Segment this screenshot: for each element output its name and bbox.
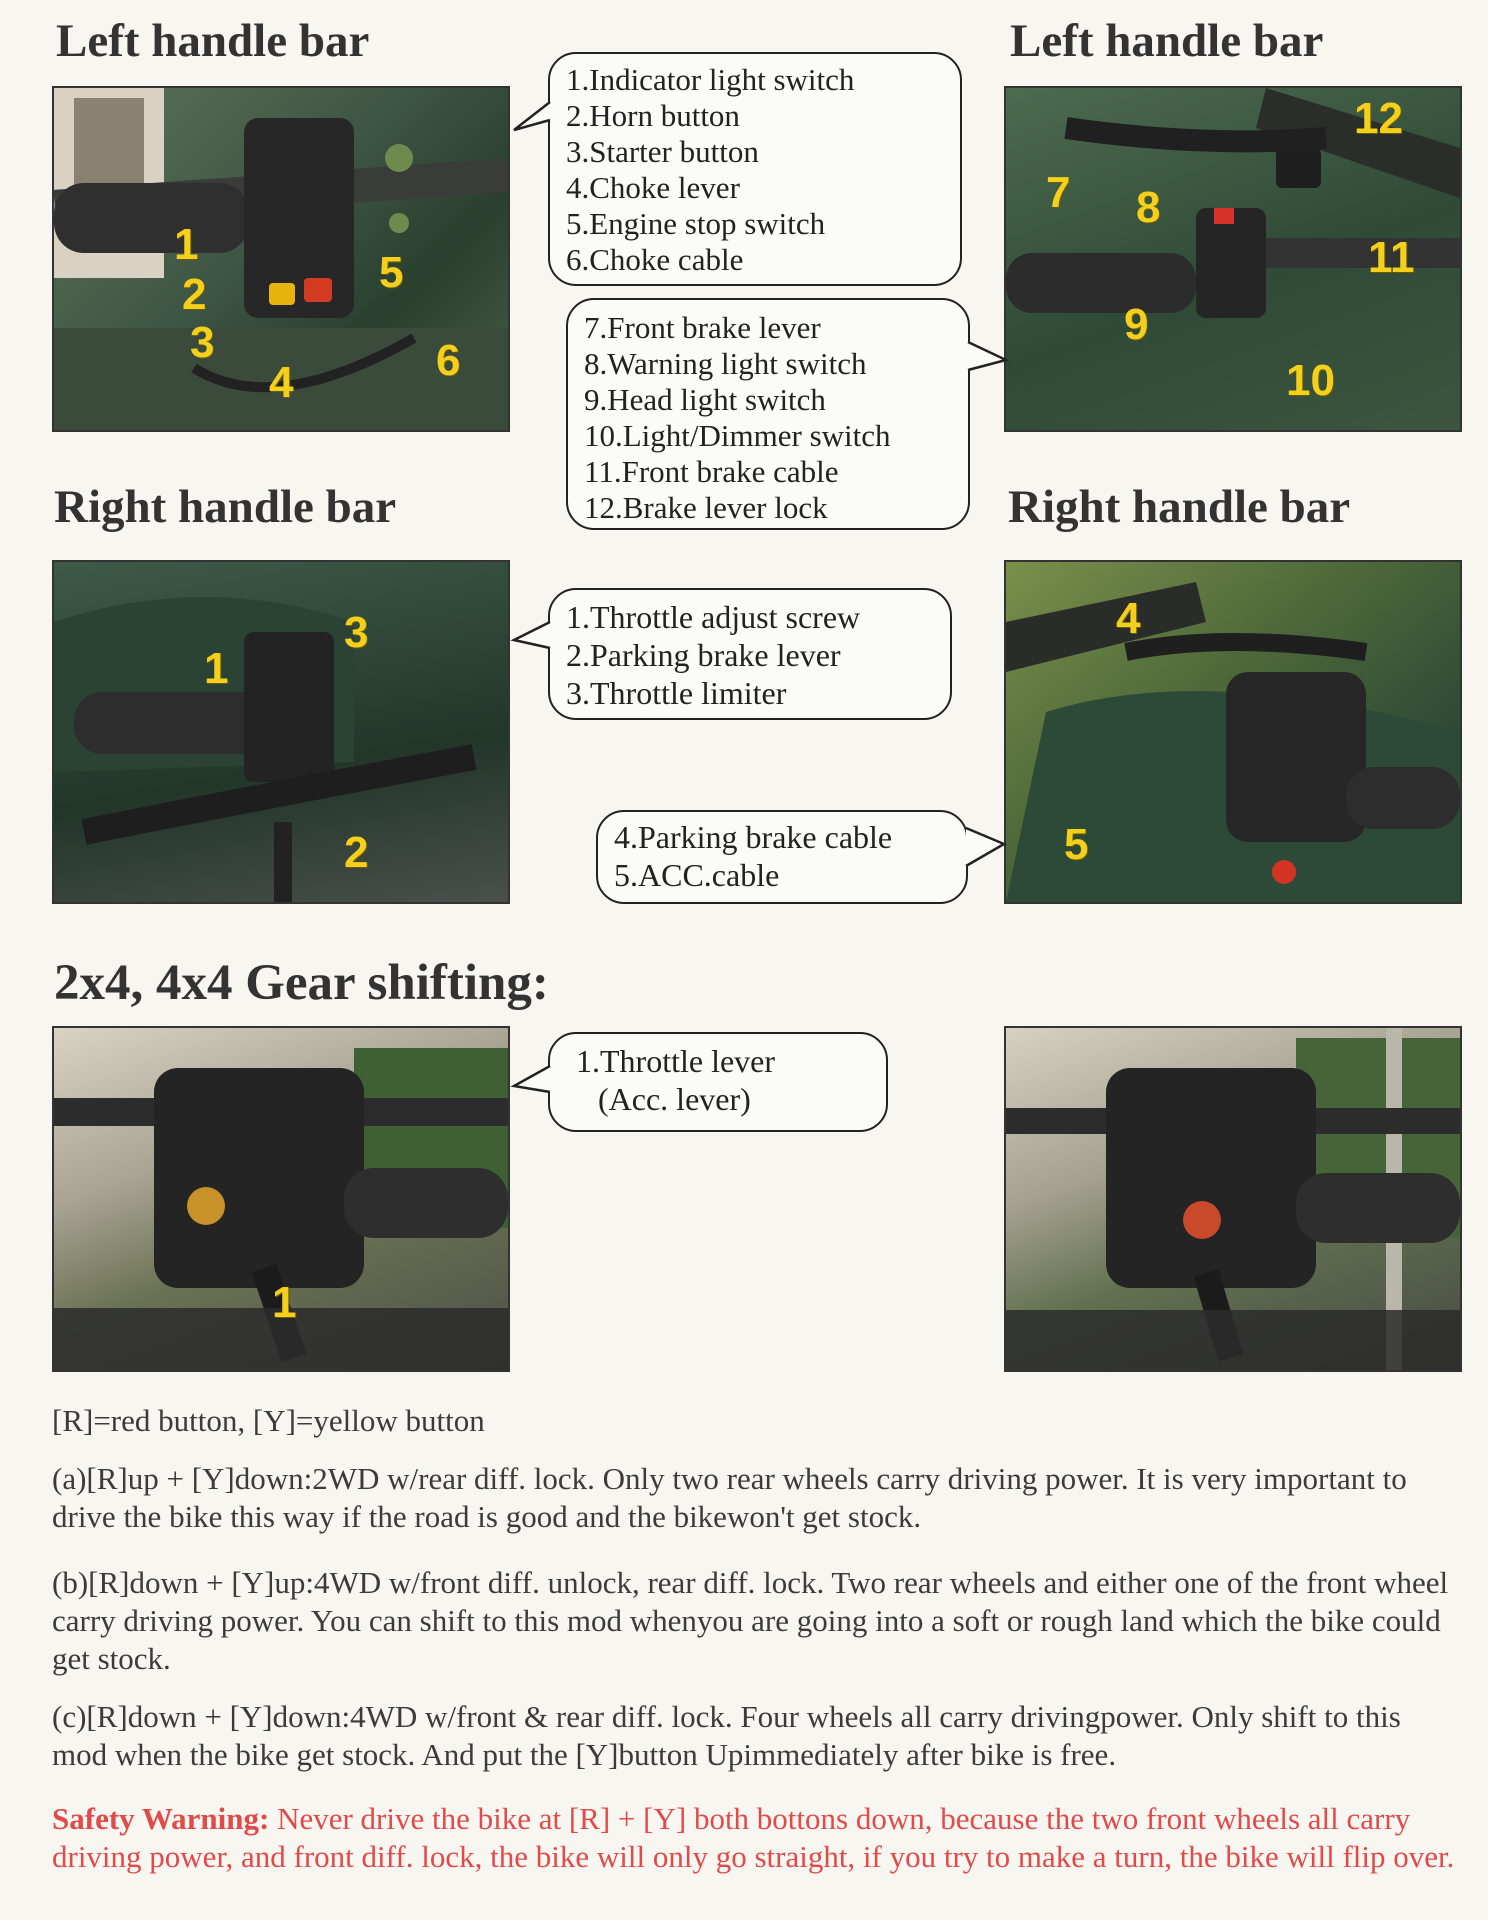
photo-left-handle-bar	[52, 86, 510, 432]
photo5-label-1: 1	[272, 1278, 297, 1327]
photo3-label-2: 2	[344, 828, 369, 877]
photo2-label-12: 12	[1354, 94, 1403, 143]
safety-warning	[52, 1800, 1462, 1876]
callout-item: 6.Choke cable	[566, 242, 744, 277]
heading-gear-shifting: 2x4, 4x4 Gear shifting:	[54, 955, 549, 1011]
safety-warning-label: Safety Warning:	[52, 1801, 270, 1836]
callout-right-handle-bar-2	[596, 810, 968, 904]
photo1-label-2: 2	[182, 270, 207, 319]
photo1-label-6: 6	[436, 336, 461, 385]
callout-tail	[512, 620, 552, 660]
photo1-label-3: 3	[190, 318, 215, 367]
photo2-label-8: 8	[1136, 183, 1161, 232]
button-legend: [R]=red button, [Y]=yellow button	[52, 1403, 485, 1438]
photo4-label-4: 4	[1116, 594, 1141, 643]
callout-item: 2.Parking brake lever	[566, 637, 841, 673]
callout-tail	[966, 340, 1008, 380]
photo-gear-shift-red	[1004, 1026, 1462, 1372]
callout-item: 4.Choke lever	[566, 170, 740, 205]
photo-left-handle-bar-brake	[1004, 86, 1462, 432]
callout-tail	[512, 1064, 552, 1104]
callout-item: 3.Throttle limiter	[566, 675, 787, 711]
photo1-label-1: 1	[174, 220, 199, 269]
photo1-label-5: 5	[379, 248, 404, 297]
callout-item: 10.Light/Dimmer switch	[584, 418, 891, 453]
safety-warning-body: Never drive the bike at [R] + [Y] both bottons down, because the two front wheels all carry driving power, and front diff. lock, the bike will only go straight, if you try to make a turn, the bike will flip over.	[52, 1801, 1455, 1874]
callout-item: 4.Parking brake cable	[614, 819, 893, 855]
callout-left-handle-bar-2	[566, 298, 970, 530]
mode-a-description: (a)[R]up + [Y]down:2WD w/rear diff. lock. Only two rear wheels carry driving power. It is very important to drive the bike this way if the road is good and the bikewon't get stock.	[52, 1461, 1407, 1534]
photo2-label-9: 9	[1124, 300, 1149, 349]
callout-item: 7.Front brake lever	[584, 310, 821, 345]
callout-item: 1.Indicator light switch	[566, 62, 855, 97]
callout-left-handle-bar	[548, 52, 962, 286]
callout-item: (Acc. lever)	[598, 1081, 751, 1117]
callout-item: 11.Front brake cable	[584, 454, 839, 489]
callout-tail	[964, 826, 1006, 870]
callout-item: 1.Throttle lever	[576, 1043, 776, 1079]
photo-right-handle-bar-cables	[1004, 560, 1462, 904]
callout-item: 3.Starter button	[566, 134, 759, 169]
photo2-label-7: 7	[1046, 168, 1071, 217]
callout-item: 5.Engine stop switch	[566, 206, 826, 241]
callout-item: 12.Brake lever lock	[584, 490, 828, 525]
photo-right-handle-bar	[52, 560, 510, 904]
heading-left-handle-bar-2: Left handle bar	[1010, 15, 1324, 67]
callout-item: 9.Head light switch	[584, 382, 826, 417]
callout-right-handle-bar	[548, 588, 952, 720]
heading-right-handle-bar-2: Right handle bar	[1008, 481, 1351, 533]
callout-gear-shifting	[548, 1032, 888, 1132]
photo3-label-1: 1	[204, 644, 229, 693]
mode-b-description: (b)[R]down + [Y]up:4WD w/front diff. unlock, rear diff. lock. Two rear wheels and either one of the front wheel carry driving power. You can shift to this mod whenyou are going into a soft or rough land which the bike could get stock.	[52, 1565, 1449, 1676]
photo1-label-4: 4	[269, 358, 294, 407]
photo2-label-11: 11	[1368, 233, 1415, 282]
callout-item: 5.ACC.cable	[614, 857, 780, 893]
heading-left-handle-bar-1: Left handle bar	[56, 15, 370, 67]
heading-right-handle-bar-1: Right handle bar	[54, 481, 397, 533]
mode-c-description: (c)[R]down + [Y]down:4WD w/front & rear diff. lock. Four wheels all carry drivingpower. Only shift to this mod when the bike get stock. And put the [Y]button Upimmediately after bike is free.	[52, 1699, 1401, 1772]
photo3-label-3: 3	[344, 608, 369, 657]
callout-item: 8.Warning light switch	[584, 346, 867, 381]
photo2-label-10: 10	[1286, 356, 1335, 405]
callout-item: 1.Throttle adjust screw	[566, 599, 861, 635]
callout-item: 2.Horn button	[566, 98, 740, 133]
callout-tail	[512, 100, 552, 140]
photo4-label-5: 5	[1064, 820, 1089, 869]
photo-gear-shift-yellow	[52, 1026, 510, 1372]
